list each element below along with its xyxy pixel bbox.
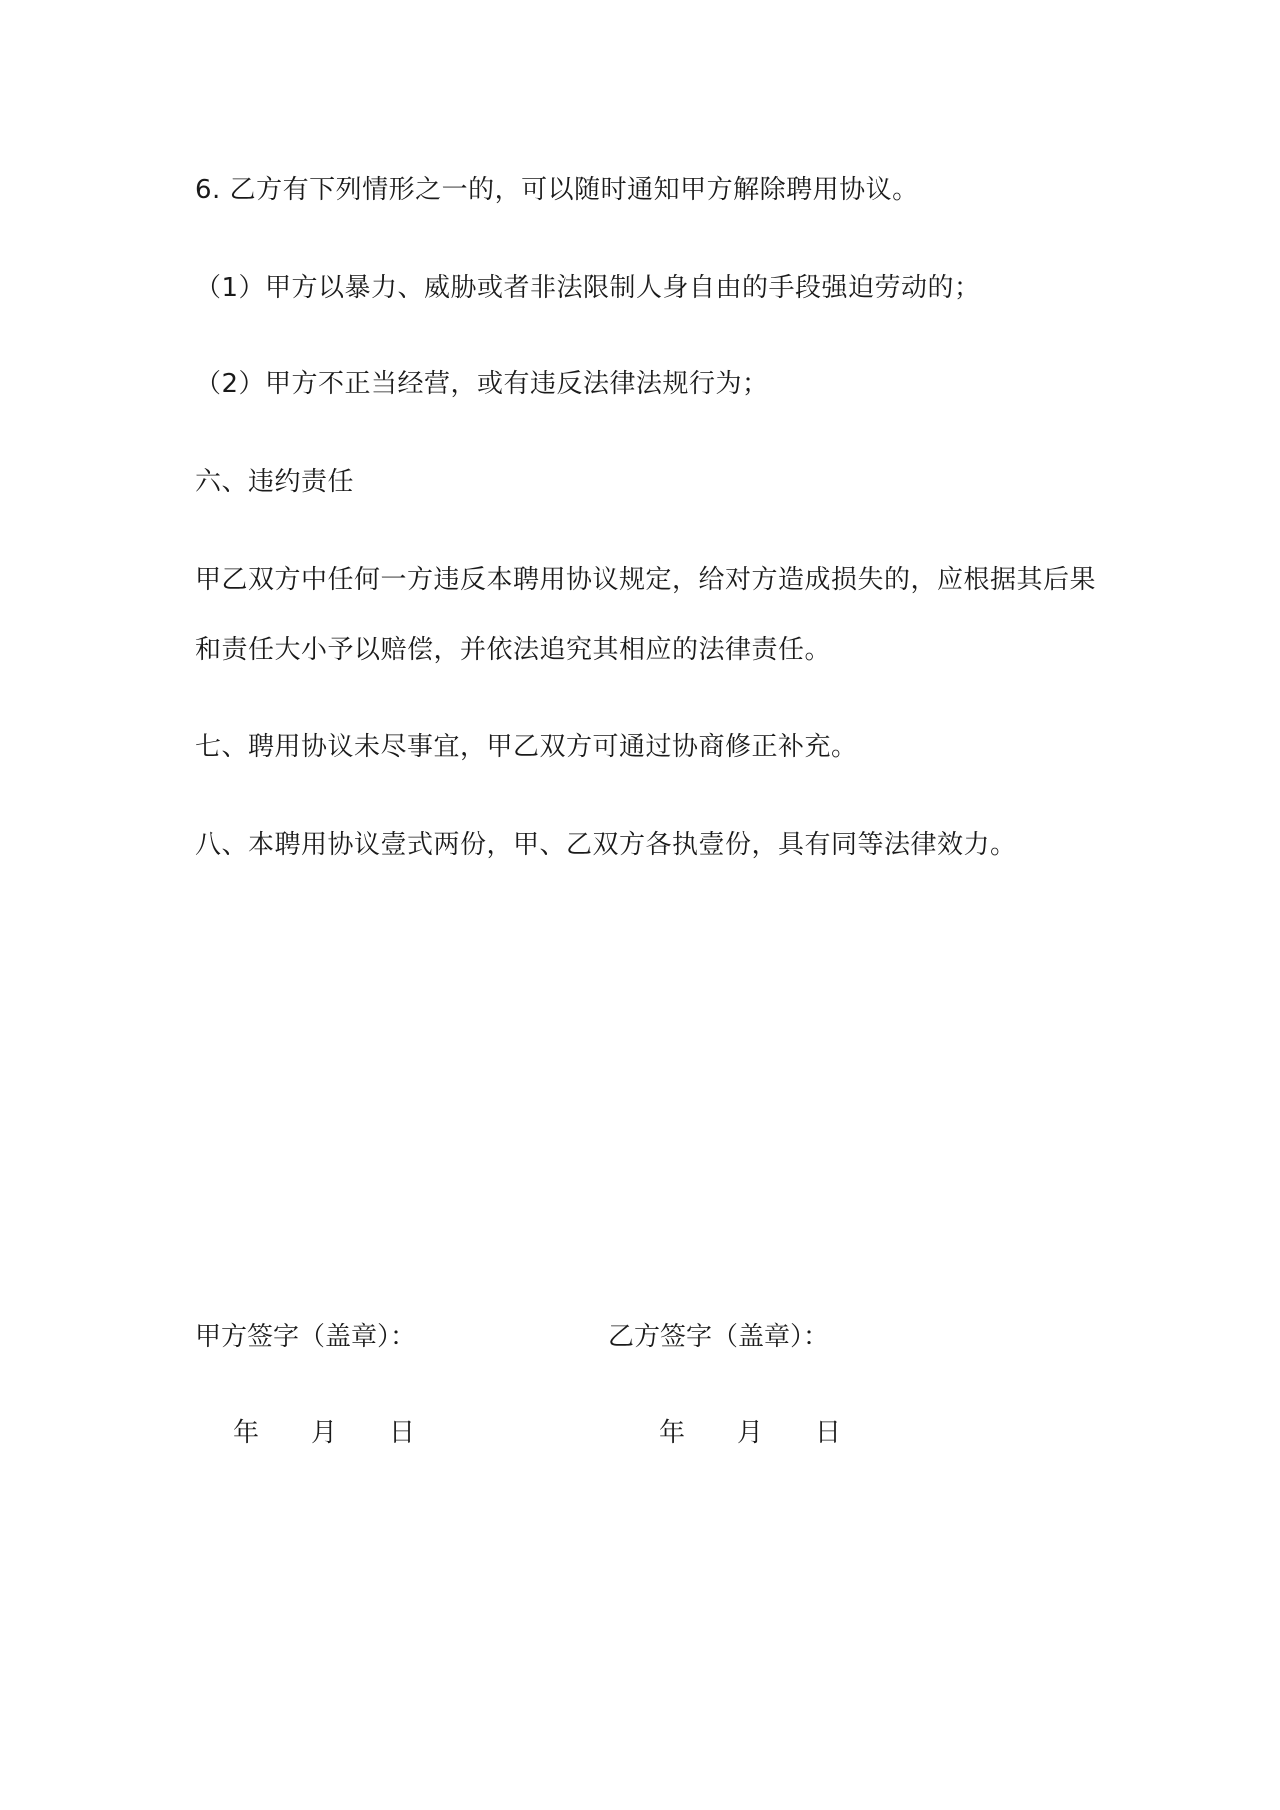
section-6-paragraph-line-1: 甲乙双方中任何一方违反本聘用协议规定，给对方造成损失的，应根据其后果 xyxy=(195,565,1097,595)
party-a-date-day: 日 xyxy=(389,1418,416,1448)
section-7: 七、聘用协议未尽事宜，甲乙双方可通过协商修正补充。 xyxy=(195,732,858,762)
section-6-paragraph-line-2: 和责任大小予以赔偿，并依法追究其相应的法律责任。 xyxy=(195,635,832,665)
party-b-date-month: 月 xyxy=(737,1418,764,1448)
party-a-date xyxy=(233,1413,467,1453)
party-b-date-year: 年 xyxy=(659,1418,686,1448)
clause-6: 6. 乙方有下列情形之一的，可以随时通知甲方解除聘用协议。 xyxy=(195,175,919,205)
clause-6-item-2: （2）甲方不正当经营，或有违反法律法规行为； xyxy=(195,369,769,399)
party-a-date-month: 月 xyxy=(311,1418,338,1448)
section-6-heading: 六、违约责任 xyxy=(195,467,355,497)
party-b-date xyxy=(659,1413,893,1453)
section-8: 八、本聘用协议壹式两份，甲、乙双方各执壹份，具有同等法律效力。 xyxy=(195,830,1017,860)
clause-6-item-1: （1）甲方以暴力、威胁或者非法限制人身自由的手段强迫劳动的； xyxy=(195,273,981,303)
party-b-date-day: 日 xyxy=(815,1418,842,1448)
party-a-date-year: 年 xyxy=(233,1418,260,1448)
party-a-signature-label: 甲方签字（盖章）： xyxy=(195,1322,417,1352)
party-b-signature-label: 乙方签字（盖章）： xyxy=(608,1322,830,1352)
